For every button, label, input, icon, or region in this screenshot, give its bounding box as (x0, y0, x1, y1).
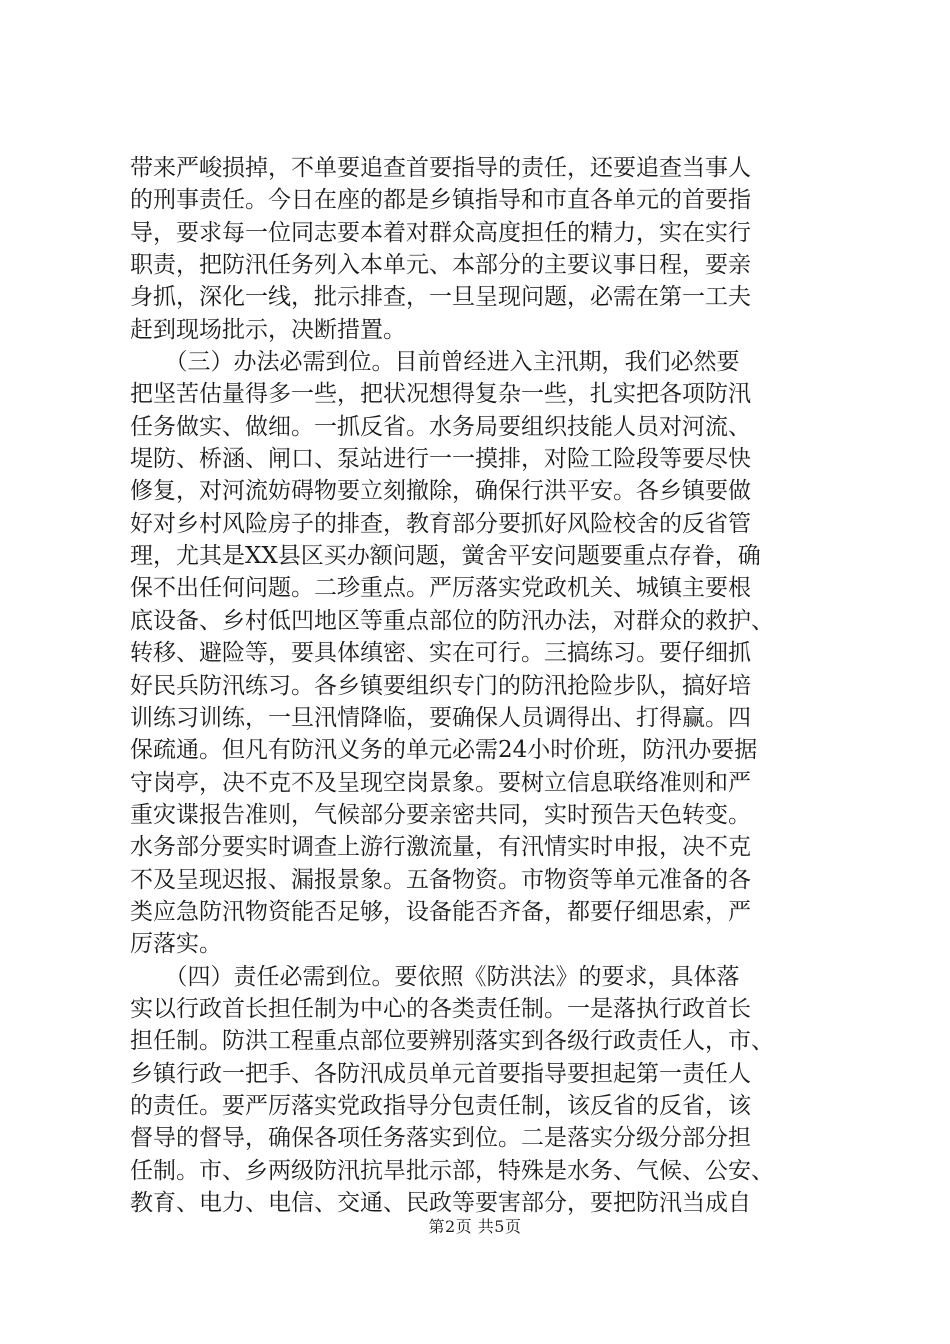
body-text (130, 152, 830, 1219)
text-line: 转移、避险等，要具体缜密、实在可行。三搞练习。要仔细抓 (130, 640, 751, 667)
text-line: 带来严峻损掉，不单要追查首要指导的责任，还要追查当事人 (130, 155, 751, 181)
text-line: 保疏通。但凡有防汛义务的单元必需24小时价班，防汛办要据 (130, 737, 758, 764)
text-line: 实以行政首长担任制为中心的各类责任制。一是落执行政首长 (130, 995, 751, 1022)
text-line: 不及呈现迟报、漏报景象。五备物资。市物资等单元准备的各 (130, 866, 751, 893)
text-line: 担任制。防洪工程重点部位要辨别落实到各级行政责任人，市、 (130, 1028, 774, 1055)
text-line: （四）责任必需到位。要依照《防洪法》的要求，具体落 (130, 963, 740, 990)
text-line: 重灾谍报告准则，气候部分要亲密共同，实时预告天色转变。 (130, 801, 751, 828)
text-line: 修复，对河流妨碍物要立刻撤除，确保行洪平安。各乡镇要做 (130, 478, 751, 505)
text-line: 乡镇行政一把手、各防汛成员单元首要指导要担起第一责任人 (130, 1060, 751, 1087)
text-line: 厉落实。 (130, 931, 222, 958)
text-line: 理，尤其是XX县区买办额问题，黉舍平安问题要重点存眷，确 (130, 543, 761, 570)
text-line: 守岗亭，决不克不及呈现空岗景象。要树立信息联络准则和严 (130, 769, 751, 796)
text-line: 类应急防汛物资能否足够，设备能否齐备，都要仔细思索，严 (130, 898, 751, 925)
page-footer: 第2页 共5页 (428, 1217, 522, 1236)
text-line: 任制。市、乡两级防汛抗旱批示部，特殊是水务、气候、公安、 (130, 1157, 774, 1184)
text-line: 好对乡村风险房子的排查，教育部分要抓好风险校舍的反省管 (130, 510, 751, 537)
text-line: （三）办法必需到位。目前曾经进入主汛期，我们必然要 (130, 349, 740, 376)
text-line: 的责任。要严厉落实党政指导分包责任制，该反省的反省，该 (130, 1092, 751, 1119)
text-line: 训练习训练，一旦汛情降临，要确保人员调得出、打得赢。四 (130, 704, 751, 731)
text-line: 保不出任何问题。二珍重点。严厉落实党政机关、城镇主要根 (130, 575, 751, 602)
text-line: 教育、电力、电信、交通、民政等要害部分，要把防汛当成自 (130, 1190, 751, 1216)
text-line: 督导的督导，确保各项任务落实到位。二是落实分级分部分担 (130, 1125, 751, 1152)
text-line: 身抓，深化一线，批示排查，一旦呈现问题，必需在第一工夫 (130, 284, 751, 311)
text-line: 的刑事责任。今日在座的都是乡镇指导和市直各单元的首要指 (130, 187, 751, 214)
text-line: 职责，把防汛任务列入本单元、本部分的主要议事日程，要亲 (130, 252, 751, 279)
text-line: 把坚苦估量得多一些，把状况想得复杂一些，扎实把各项防汛 (130, 381, 751, 408)
text-line: 导，要求每一位同志要本着对群众高度担任的精力，实在实行 (130, 219, 751, 246)
text-line: 赶到现场批示，决断措置。 (130, 316, 406, 343)
text-line: 堤防、桥涵、闸口、泵站进行一一摸排，对险工险段等要尽快 (130, 446, 751, 473)
text-line: 好民兵防汛练习。各乡镇要组织专门的防汛抢险步队，搞好培 (130, 672, 751, 699)
text-line: 水务部分要实时调查上游行激流量，有汛情实时申报，决不克 (130, 834, 751, 861)
text-line: 底设备、乡村低凹地区等重点部位的防汛办法，对群众的救护、 (130, 607, 774, 634)
text-line: 任务做实、做细。一抓反省。水务局要组织技能人员对河流、 (130, 413, 751, 440)
